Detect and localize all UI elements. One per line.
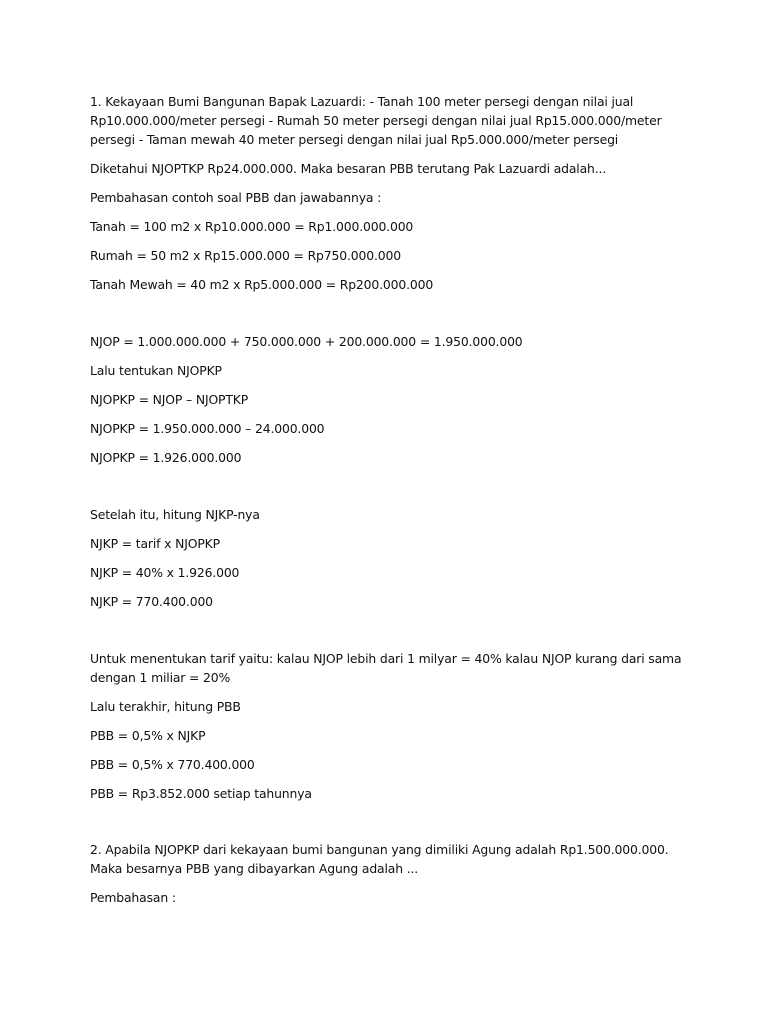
result-pbb: PBB = Rp3.852.000 setiap tahunnya xyxy=(90,786,312,801)
calc-pbb: PBB = 0,5% x 770.400.000 xyxy=(90,757,255,772)
result-njkp: NJKP = 770.400.000 xyxy=(90,594,213,609)
question-1-text: 1. Kekayaan Bumi Bangunan Bapak Lazuardi: - Tanah 100 meter persegi dengan nilai jual Rp10.000.000/meter persegi - Rumah 50 meter persegi dengan nilai jual Rp15.000.000/meter persegi - Taman mewah 40 meter persegi dengan nilai jual Rp5.000.000/meter persegi xyxy=(90,94,662,147)
calc-njkp: NJKP = 40% x 1.926.000 xyxy=(90,565,240,580)
discussion-heading: Pembahasan contoh soal PBB dan jawabannya : xyxy=(90,190,382,205)
question-1-given: Diketahui NJOPTKP Rp24.000.000. Maka besaran PBB terutang Pak Lazuardi adalah... xyxy=(90,161,607,176)
question-2-discussion-heading: Pembahasan : xyxy=(90,890,176,905)
step-njopkp-heading: Lalu tentukan NJOPKP xyxy=(90,363,222,378)
tarif-note: Untuk menentukan tarif yaitu: kalau NJOP lebih dari 1 milyar = 40% kalau NJOP kurang dari sama dengan 1 miliar = 20% xyxy=(90,651,682,685)
calc-njop: NJOP = 1.000.000.000 + 750.000.000 + 200.000.000 = 1.950.000.000 xyxy=(90,334,523,349)
calc-njopkp: NJOPKP = 1.950.000.000 – 24.000.000 xyxy=(90,421,325,436)
calc-tanah-mewah: Tanah Mewah = 40 m2 x Rp5.000.000 = Rp200.000.000 xyxy=(90,277,434,292)
calc-tanah: Tanah = 100 m2 x Rp10.000.000 = Rp1.000.000.000 xyxy=(90,219,414,234)
question-2-text: 2. Apabila NJOPKP dari kekayaan bumi bangunan yang dimiliki Agung adalah Rp1.500.000.000. Maka besarnya PBB yang dibayarkan Agung adalah ... xyxy=(90,842,669,876)
document-body xyxy=(90,92,690,917)
formula-njkp: NJKP = tarif x NJOPKP xyxy=(90,536,220,551)
formula-njopkp: NJOPKP = NJOP – NJOPTKP xyxy=(90,392,249,407)
step-pbb-heading: Lalu terakhir, hitung PBB xyxy=(90,699,241,714)
calc-rumah: Rumah = 50 m2 x Rp15.000.000 = Rp750.000.000 xyxy=(90,248,401,263)
result-njopkp: NJOPKP = 1.926.000.000 xyxy=(90,450,242,465)
formula-pbb: PBB = 0,5% x NJKP xyxy=(90,728,206,743)
step-njkp-heading: Setelah itu, hitung NJKP-nya xyxy=(90,507,260,522)
